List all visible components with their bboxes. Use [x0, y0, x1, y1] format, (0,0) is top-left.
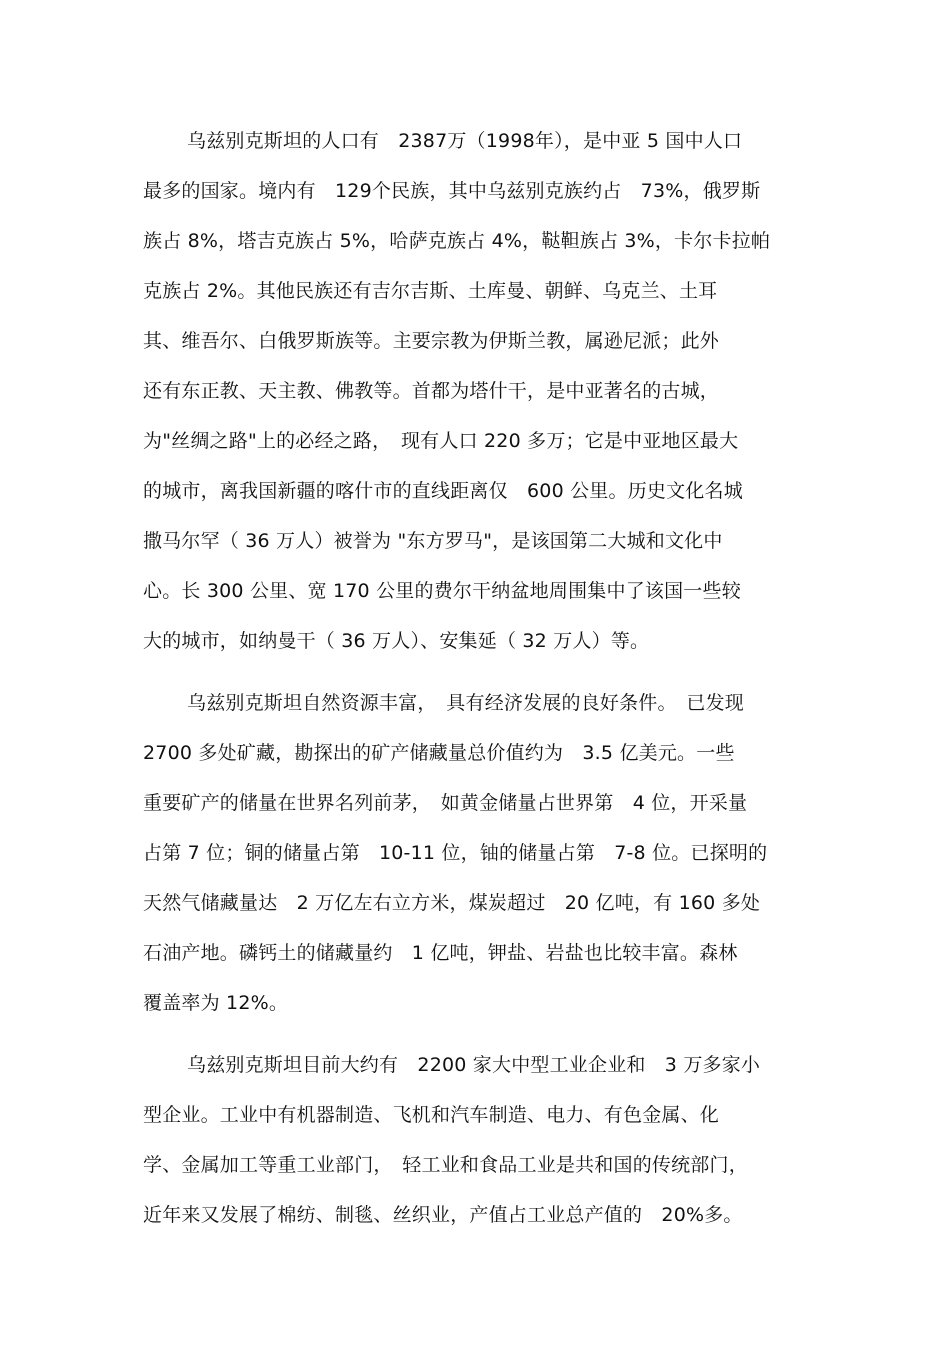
paragraph-line: 2700 多处矿藏，勘探出的矿产储藏量总价值约为 3.5 亿美元。一些 — [143, 742, 735, 764]
paragraph-line: 最多的国家。境内有 129个民族，其中乌兹别克族约占 73%，俄罗斯 — [143, 180, 761, 202]
paragraph-line: 族占 8%，塔吉克族占 5%，哈萨克族占 4%，鞑靼族占 3%，卡尔卡拉帕 — [143, 230, 771, 252]
paragraph-line: 近年来又发展了棉纺、制毯、丝织业，产值占工业总产值的 20%多。 — [143, 1204, 743, 1226]
paragraph-line: 石油产地。磷钙土的储藏量约 1 亿吨，钾盐、岩盐也比较丰富。森林 — [143, 942, 738, 964]
paragraph-line: 乌兹别克斯坦目前大约有 2200 家大中型工业企业和 3 万多家小 — [187, 1054, 761, 1076]
paragraph-line: 学、金属加工等重工业部门， 轻工业和食品工业是共和国的传统部门， — [143, 1154, 748, 1176]
paragraph-line: 乌兹别克斯坦的人口有 2387万（1998年），是中亚 5 国中人口 — [187, 130, 743, 152]
paragraph-line: 乌兹别克斯坦自然资源丰富， 具有经济发展的良好条件。 已发现 — [187, 692, 745, 714]
paragraph-line: 大的城市，如纳曼干（ 36 万人）、安集延（ 32 万人）等。 — [143, 630, 650, 652]
paragraph-line: 覆盖率为 12%。 — [143, 992, 289, 1014]
paragraph-line: 的城市，离我国新疆的喀什市的直线距离仅 600 公里。历史文化名城 — [143, 480, 743, 502]
paragraph-line: 还有东正教、天主教、佛教等。首都为塔什干，是中亚著名的古城， — [143, 380, 720, 402]
paragraph-line: 重要矿产的储量在世界名列前茅， 如黄金储量占世界第 4 位，开采量 — [143, 792, 748, 814]
paragraph-line: 为"丝绸之路"上的必经之路， 现有人口 220 多万；它是中亚地区最大 — [143, 430, 739, 452]
paragraph-line: 克族占 2%。其他民族还有吉尔吉斯、土库曼、朝鲜、乌克兰、土耳 — [143, 280, 718, 302]
paragraph-line: 天然气储藏量达 2 万亿左右立方米，煤炭超过 20 亿吨，有 160 多处 — [143, 892, 761, 914]
paragraph-line: 撒马尔罕（ 36 万人）被誉为 "东方罗马"，是该国第二大城和文化中 — [143, 530, 723, 552]
paragraph-line: 心。长 300 公里、宽 170 公里的费尔干纳盆地周围集中了该国一些较 — [143, 580, 741, 602]
paragraph-line: 型企业。工业中有机器制造、飞机和汽车制造、电力、有色金属、化 — [143, 1104, 720, 1126]
paragraph-line: 占第 7 位；铜的储量占第 10-11 位，铀的储量占第 7-8 位。已探明的 — [143, 842, 768, 864]
paragraph-line: 其、维吾尔、白俄罗斯族等。主要宗教为伊斯兰教，属逊尼派；此外 — [143, 330, 720, 352]
